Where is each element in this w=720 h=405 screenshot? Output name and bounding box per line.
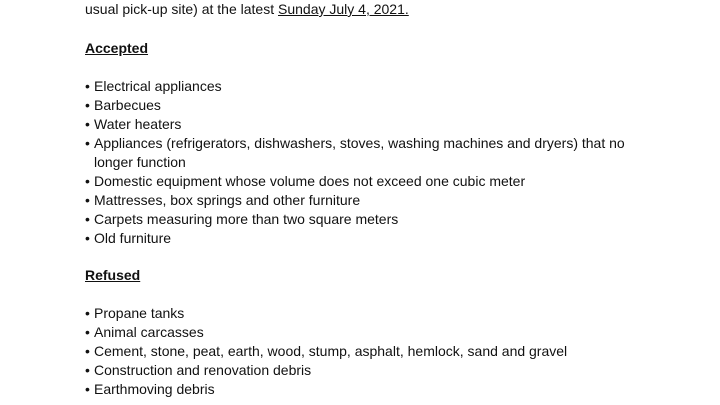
refused-list	[85, 304, 567, 399]
list-item: • Barbecues	[85, 97, 161, 113]
accepted-list	[85, 77, 625, 248]
bullet: •	[85, 97, 90, 113]
bullet: •	[85, 343, 90, 359]
deadline-date: Sunday July 4, 2021.	[278, 1, 409, 17]
list-item: • Water heaters	[85, 116, 182, 132]
list-item: • Old furniture	[85, 230, 172, 246]
list-item: • Mattresses, box springs and other furniture	[85, 192, 361, 208]
list-item: • Electrical appliances	[85, 78, 222, 94]
bullet: •	[85, 324, 90, 340]
list-item: • Propane tanks	[85, 305, 185, 321]
bullet: •	[85, 230, 90, 246]
list-item: • Domestic equipment whose volume does not exceed one cubic meter	[85, 173, 526, 189]
list-item: • Earthmoving debris	[85, 381, 215, 397]
bullet: •	[85, 211, 90, 227]
bullet: •	[85, 305, 90, 321]
bullet: •	[85, 173, 90, 189]
intro-text	[85, 0, 409, 19]
bullet: •	[85, 78, 90, 94]
refused-heading: Refused	[85, 267, 141, 283]
bullet: •	[85, 362, 90, 378]
bullet: •	[85, 192, 90, 208]
bullet: •	[85, 381, 90, 397]
list-item: • Construction and renovation debris	[85, 362, 312, 378]
bullet: •	[85, 135, 90, 151]
list-item: • Animal carcasses	[85, 324, 204, 340]
bullet: •	[85, 116, 90, 132]
list-item: • Cement, stone, peat, earth, wood, stump, asphalt, hemlock, sand and gravel	[85, 343, 568, 359]
intro-text-before: usual pick-up site) at the latest	[85, 1, 278, 17]
list-item: • Carpets measuring more than two square meters	[85, 211, 399, 227]
accepted-heading: Accepted	[85, 40, 149, 56]
list-item: • Appliances (refrigerators, dishwashers, stoves, washing machines and dryers) that no longer function	[85, 135, 625, 170]
